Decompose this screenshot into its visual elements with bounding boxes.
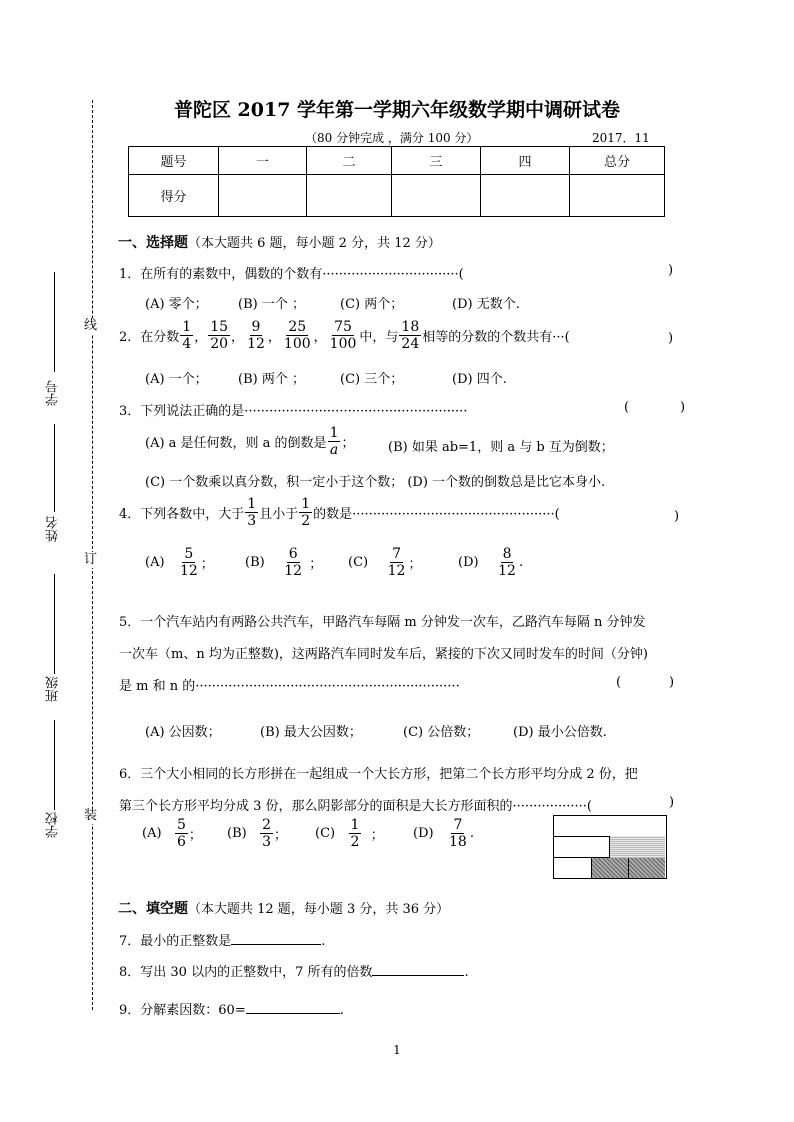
binding-mark-zhuang: 装 bbox=[84, 808, 98, 823]
shaded-half bbox=[609, 836, 665, 858]
q4-stem bbox=[119, 497, 560, 528]
score-cell[interactable] bbox=[570, 175, 665, 217]
q1-close-paren: ) bbox=[668, 263, 674, 278]
q3-a-suffix: ； bbox=[341, 436, 355, 451]
q4-close-paren: ) bbox=[674, 509, 680, 524]
denominator: 24 bbox=[401, 336, 420, 352]
q9-suffix: . bbox=[339, 1003, 344, 1018]
q2-option-a: (A) 一个； bbox=[145, 372, 208, 387]
q4-option-c bbox=[348, 547, 421, 578]
denominator: 18 bbox=[448, 834, 467, 850]
q8-text: 8．写出 30 以内的正整数中，7 所有的倍数 bbox=[119, 965, 373, 980]
option-label: (A) bbox=[142, 826, 162, 841]
exam-subtitle: （80 分钟完成 ，满分 100 分） bbox=[305, 131, 479, 145]
option-fraction bbox=[175, 818, 188, 849]
option-fraction bbox=[349, 818, 362, 849]
q2-reference-fraction bbox=[399, 320, 421, 351]
q2-fraction bbox=[245, 320, 267, 351]
numerator: 15 bbox=[210, 319, 229, 335]
denominator: 12 bbox=[498, 563, 516, 579]
q2-mid: 中，与 bbox=[359, 330, 399, 345]
numerator: 25 bbox=[288, 319, 307, 335]
option-suffix: ； bbox=[200, 557, 214, 572]
q2-option-b: (B) 两个 ； bbox=[238, 372, 305, 387]
numerator: 1 bbox=[329, 425, 339, 441]
q8-suffix: . bbox=[464, 965, 469, 980]
denominator: 4 bbox=[182, 336, 192, 352]
student-id-underline bbox=[54, 272, 55, 372]
option-fraction bbox=[282, 547, 304, 578]
q1-option-b: (B) 一个 ； bbox=[238, 297, 305, 312]
q3-close-paren: ) bbox=[680, 400, 686, 415]
q7-text: 7．最小的正整数是 bbox=[119, 934, 232, 949]
exam-title: 普陀区 2017 学年第一学期六年级数学期中调研试卷 bbox=[173, 99, 621, 121]
q1-option-d: (D) 无数个. bbox=[452, 297, 520, 312]
q3-a-text: (A) a 是任何数，则 a 的倒数是 bbox=[145, 436, 327, 451]
score-row-label: 得分 bbox=[129, 175, 219, 217]
q5-line1: 5．一个汽车站内有两路公共汽车，甲路汽车每隔 m 分钟发一次车，乙路汽车每隔 n 分钟发 bbox=[119, 615, 646, 630]
option-label: (C) bbox=[315, 826, 336, 841]
school-label: 学校 bbox=[46, 812, 61, 838]
q3-stem: 3．下列说法正确的是······················································ bbox=[119, 404, 468, 419]
q2-sep: ， bbox=[313, 330, 327, 345]
q4-lower-fraction bbox=[245, 497, 258, 528]
numerator: 7 bbox=[392, 546, 401, 562]
numerator: 1 bbox=[247, 496, 257, 512]
section1-title: 一、选择题 bbox=[118, 235, 188, 251]
q5-line2: 一次车（m、n 均为正整数)，这两路汽车同时发车后，紧接的下次又同时发车的时间（分钟) bbox=[119, 647, 648, 662]
numerator: 1 bbox=[182, 319, 192, 335]
option-label: (D) bbox=[458, 555, 479, 570]
numerator: 18 bbox=[401, 319, 420, 335]
q6-line1: 6．三个大小相同的长方形拼在一起组成一个大长方形，把第二个长方形平均分成 2 份，把 bbox=[119, 767, 638, 782]
denominator: 12 bbox=[247, 336, 265, 352]
numerator: 75 bbox=[334, 319, 352, 335]
numerator: 8 bbox=[502, 546, 512, 562]
q2-sep: ， bbox=[231, 330, 245, 345]
q2-post: 相等的分数的个数共有···( bbox=[422, 330, 570, 345]
q7-answer-blank[interactable] bbox=[231, 932, 321, 945]
q2-option-d: (D) 四个. bbox=[452, 372, 507, 387]
numerator: 7 bbox=[453, 817, 463, 833]
q4-option-b bbox=[245, 547, 322, 578]
option-suffix: . bbox=[518, 555, 524, 570]
section1-heading bbox=[118, 232, 441, 252]
q6-option-d bbox=[413, 818, 474, 849]
option-label: (B) bbox=[245, 555, 265, 570]
score-header-cell: 四 bbox=[481, 147, 570, 175]
section1-note: （本大题共 6 题，每小题 2 分，共 12 分） bbox=[188, 236, 441, 251]
q5-option-a: (A) 公因数； bbox=[145, 725, 221, 740]
q2-pre: 2．在分数 bbox=[119, 330, 180, 345]
denominator: 12 bbox=[387, 563, 406, 579]
numerator: 1 bbox=[350, 817, 360, 833]
q4-option-d bbox=[458, 547, 523, 578]
q7 bbox=[119, 930, 325, 949]
denominator: a bbox=[329, 442, 339, 458]
q8 bbox=[119, 961, 469, 980]
denominator: 20 bbox=[210, 336, 229, 352]
score-cell[interactable] bbox=[481, 175, 570, 217]
option-label: (A) bbox=[145, 555, 165, 570]
shaded-third bbox=[628, 858, 665, 878]
q9-answer-blank[interactable] bbox=[246, 1001, 340, 1014]
q6-line2: 第三个长方形平均分成 3 份，那么阴影部分的面积是大长方形面积的··················( bbox=[119, 799, 592, 814]
q8-answer-blank[interactable] bbox=[372, 963, 464, 976]
option-fraction bbox=[260, 818, 273, 849]
denominator: 12 bbox=[284, 563, 303, 579]
option-fraction bbox=[447, 818, 469, 849]
option-suffix: . bbox=[469, 826, 474, 841]
q4-pre: 4．下列各数中，大于 bbox=[119, 507, 245, 522]
q2-fraction bbox=[282, 320, 313, 351]
class-label: 班级 bbox=[46, 676, 61, 702]
score-cell[interactable] bbox=[219, 175, 307, 217]
score-cell[interactable] bbox=[307, 175, 392, 217]
section2-heading bbox=[118, 898, 449, 918]
q6-close-paren: ) bbox=[669, 795, 675, 810]
numerator: 5 bbox=[184, 546, 194, 562]
name-label: 姓名 bbox=[46, 516, 61, 542]
q2-fraction bbox=[180, 320, 193, 351]
numerator: 2 bbox=[262, 817, 272, 833]
score-table bbox=[128, 146, 665, 217]
score-header-cell: 二 bbox=[307, 147, 392, 175]
student-id-label: 学号 bbox=[46, 380, 61, 406]
option-label: (D) bbox=[413, 826, 434, 841]
exam-date: 2017．11 bbox=[592, 131, 650, 145]
class-underline bbox=[54, 574, 55, 674]
option-suffix: ； bbox=[188, 828, 202, 843]
q5-option-d: (D) 最小公倍数. bbox=[513, 725, 607, 740]
name-underline bbox=[54, 424, 55, 512]
score-cell[interactable] bbox=[392, 175, 481, 217]
q6-option-a bbox=[142, 818, 202, 849]
q2-fraction bbox=[208, 320, 230, 351]
q3-option-b: (B) 如果 ab=1，则 a 与 b 互为倒数； bbox=[388, 440, 614, 455]
q6-rectangle-figure bbox=[553, 815, 667, 879]
q2-stem bbox=[119, 320, 570, 351]
option-fraction bbox=[386, 547, 408, 578]
option-suffix: ； bbox=[408, 557, 422, 572]
q7-suffix: . bbox=[321, 934, 326, 949]
school-underline bbox=[54, 720, 55, 810]
q9 bbox=[119, 999, 344, 1018]
q2-fraction bbox=[328, 320, 359, 351]
option-fraction bbox=[178, 547, 200, 578]
option-suffix: ； bbox=[370, 828, 384, 843]
q5-option-c: (C) 公倍数； bbox=[403, 725, 480, 740]
q3-a-fraction bbox=[328, 426, 341, 457]
score-header-cell: 一 bbox=[219, 147, 307, 175]
q3-open-paren: ( bbox=[624, 400, 630, 415]
q2-sep: ， bbox=[194, 330, 208, 345]
page-number: 1 bbox=[393, 1043, 401, 1057]
q4-mid: 且小于 bbox=[259, 507, 299, 522]
q1-option-a: (A) 零个； bbox=[145, 297, 208, 312]
q5-open-paren: ( bbox=[616, 675, 622, 690]
q1-stem: 1．在所有的素数中，偶数的个数有·································( bbox=[119, 267, 464, 282]
denominator: 6 bbox=[176, 834, 186, 850]
section2-note: （本大题共 12 题，每小题 3 分，共 36 分） bbox=[188, 902, 450, 917]
denominator: 100 bbox=[329, 336, 357, 352]
denominator: 2 bbox=[350, 834, 360, 850]
q5-line3: 是 m 和 n 的································································ bbox=[119, 679, 460, 694]
option-label: (C) bbox=[348, 555, 369, 570]
denominator: 100 bbox=[283, 336, 311, 352]
shaded-third bbox=[591, 858, 628, 878]
option-suffix: ； bbox=[274, 828, 288, 843]
numerator: 1 bbox=[301, 496, 311, 512]
numerator: 6 bbox=[288, 546, 298, 562]
q2-option-c: (C) 三个； bbox=[340, 372, 404, 387]
denominator: 12 bbox=[179, 563, 198, 579]
score-header-cell: 三 bbox=[392, 147, 481, 175]
denominator: 3 bbox=[247, 513, 257, 529]
q9-text: 9．分解素因数：60= bbox=[119, 1003, 246, 1018]
denominator: 3 bbox=[262, 834, 272, 850]
option-suffix: ； bbox=[309, 557, 323, 572]
q6-option-b bbox=[227, 818, 287, 849]
q3-options-cd: (C) 一个数乘以真分数，积一定小于这个数； (D) 一个数的倒数总是比它本身小. bbox=[145, 475, 606, 490]
section2-title: 二、填空题 bbox=[118, 901, 188, 917]
option-label: (B) bbox=[227, 826, 247, 841]
option-fraction bbox=[496, 547, 518, 578]
score-header-cell: 总分 bbox=[570, 147, 665, 175]
q1-option-c: (C) 两个； bbox=[340, 297, 404, 312]
numerator: 5 bbox=[176, 817, 186, 833]
numerator: 9 bbox=[251, 319, 261, 335]
q6-option-c bbox=[315, 818, 384, 849]
binding-mark-ding: 订 bbox=[84, 552, 98, 567]
q5-close-paren: ) bbox=[669, 675, 675, 690]
q4-option-a bbox=[145, 547, 214, 578]
q3-option-a bbox=[145, 426, 355, 457]
score-header-cell: 题号 bbox=[129, 147, 219, 175]
q2-sep: ， bbox=[267, 330, 281, 345]
q5-option-b: (B) 最大公因数； bbox=[260, 725, 362, 740]
q2-close-paren: ) bbox=[668, 331, 674, 346]
binding-mark-xian: 线 bbox=[84, 318, 98, 333]
denominator: 2 bbox=[301, 513, 311, 529]
q4-post: 的数是·················································( bbox=[313, 507, 560, 522]
q4-upper-fraction bbox=[299, 497, 312, 528]
